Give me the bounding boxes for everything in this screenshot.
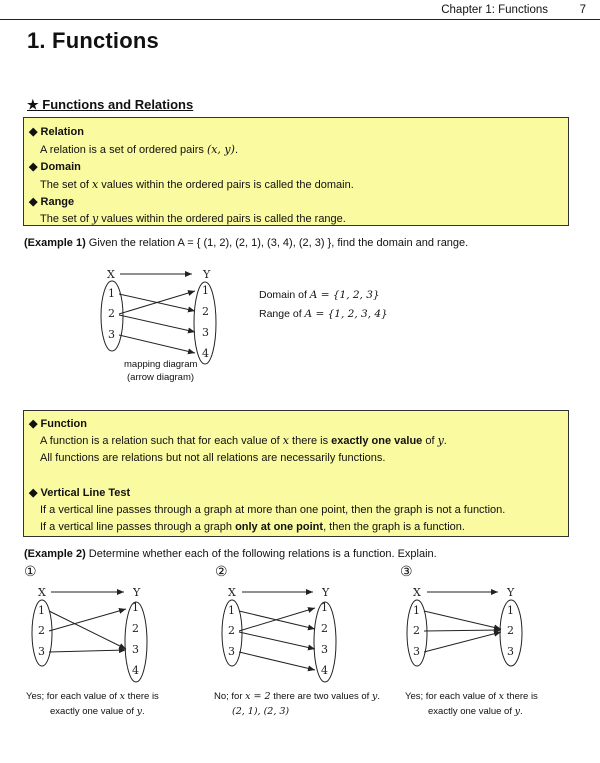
domain-heading: ◆ Domain xyxy=(29,161,81,173)
svg-text:3: 3 xyxy=(132,643,139,656)
svg-text:3: 3 xyxy=(321,643,328,656)
range-heading: ◆ Range xyxy=(29,196,75,208)
svg-text:4: 4 xyxy=(202,347,209,360)
item-3-number: ③ xyxy=(400,563,413,579)
function-box xyxy=(23,410,569,537)
arrow-3-to-4 xyxy=(119,335,195,353)
example-2-diagram-1 xyxy=(28,585,158,685)
svg-text:2: 2 xyxy=(507,624,514,637)
svg-text:1: 1 xyxy=(507,604,514,617)
svg-text:3: 3 xyxy=(228,645,235,658)
svg-text:1: 1 xyxy=(202,284,209,297)
function-note: All functions are relations but not all relations are necessarily functions. xyxy=(40,452,386,464)
function-definition: A function is a relation such that for each value of x there is exactly one value of y. xyxy=(40,434,447,447)
chapter-header: Chapter 1: Functions xyxy=(441,4,548,16)
svg-text:4: 4 xyxy=(321,664,328,677)
svg-text:2: 2 xyxy=(413,624,420,637)
diagram-caption-2: (arrow diagram) xyxy=(127,372,195,383)
svg-text:1: 1 xyxy=(108,287,115,300)
set-x-label: X xyxy=(107,268,115,281)
answer-1-line-1: Yes; for each value of x there is xyxy=(26,691,159,702)
section-heading: ★ Functions and Relations xyxy=(27,97,194,112)
answer-2-line-1: No; for x = 2 there are two values of y. xyxy=(214,691,380,702)
svg-text:3: 3 xyxy=(38,645,45,658)
range-answer: Range of A = {1, 2, 3, 4} xyxy=(259,308,388,320)
svg-text:X: X xyxy=(413,586,421,599)
item-2-number: ② xyxy=(215,563,228,579)
svg-text:2: 2 xyxy=(132,622,139,635)
svg-text:3: 3 xyxy=(413,645,420,658)
svg-text:2: 2 xyxy=(202,305,209,318)
definitions-box xyxy=(23,117,569,226)
answer-3-line-1: Yes; for each value of x there is xyxy=(405,691,538,702)
svg-text:X: X xyxy=(228,586,236,599)
svg-text:1: 1 xyxy=(321,601,328,614)
svg-text:2: 2 xyxy=(228,624,235,637)
svg-text:3: 3 xyxy=(202,326,209,339)
svg-text:1: 1 xyxy=(38,604,45,617)
example-1-mapping-diagram xyxy=(92,266,222,366)
svg-text:X: X xyxy=(38,586,46,599)
svg-text:Y: Y xyxy=(507,586,515,599)
svg-text:3: 3 xyxy=(108,328,115,341)
svg-text:1: 1 xyxy=(413,604,420,617)
svg-text:1: 1 xyxy=(228,604,235,617)
arrow-2-to-1 xyxy=(119,291,195,314)
example-2-prompt: (Example 2) Determine whether each of the following relations is a function. Explain. xyxy=(24,548,437,560)
set-y-label: Y xyxy=(203,268,211,281)
svg-text:Y: Y xyxy=(322,586,330,599)
answer-1-line-2: exactly one value of y. xyxy=(50,706,145,717)
example-2-diagram-2 xyxy=(220,585,350,685)
function-heading: ◆ Function xyxy=(29,418,87,430)
svg-text:4: 4 xyxy=(132,664,139,677)
page-title: 1. Functions xyxy=(27,28,159,53)
page-number: 7 xyxy=(579,4,586,16)
answer-3-line-2: exactly one value of y. xyxy=(428,706,523,717)
domain-definition: The set of x values within the ordered pairs is called the domain. xyxy=(40,178,354,191)
vlt-rule-2: If a vertical line passes through a graph only at one point, then the graph is a function. xyxy=(40,521,465,533)
svg-text:2: 2 xyxy=(321,622,328,635)
example-1-prompt: (Example 1) Given the relation A = { (1, 2), (2, 1), (3, 4), (2, 3) }, find the domain and range. xyxy=(24,237,469,249)
svg-text:2: 2 xyxy=(108,307,115,320)
svg-text:3: 3 xyxy=(507,645,514,658)
example-2-diagram-3 xyxy=(405,585,535,685)
svg-text:Y: Y xyxy=(133,586,141,599)
svg-text:2: 2 xyxy=(38,624,45,637)
item-1-number: ① xyxy=(24,563,37,579)
answer-2-line-2: (2, 1), (2, 3) xyxy=(232,706,290,717)
arrow-2-to-3 xyxy=(119,315,195,332)
relation-heading: ◆ Relation xyxy=(29,126,84,138)
domain-answer: Domain of A = {1, 2, 3} xyxy=(259,289,380,301)
range-definition: The set of y values within the ordered pairs is called the range. xyxy=(40,212,346,225)
vertical-line-test-heading: ◆ Vertical Line Test xyxy=(29,487,131,499)
diagram-caption-1: mapping diagram xyxy=(124,359,198,370)
vlt-rule-1: If a vertical line passes through a graph at more than one point, then the graph is not a function. xyxy=(40,504,506,516)
relation-definition: A relation is a set of ordered pairs (x, y). xyxy=(40,143,238,156)
header-rule xyxy=(0,19,600,20)
svg-text:1: 1 xyxy=(132,601,139,614)
